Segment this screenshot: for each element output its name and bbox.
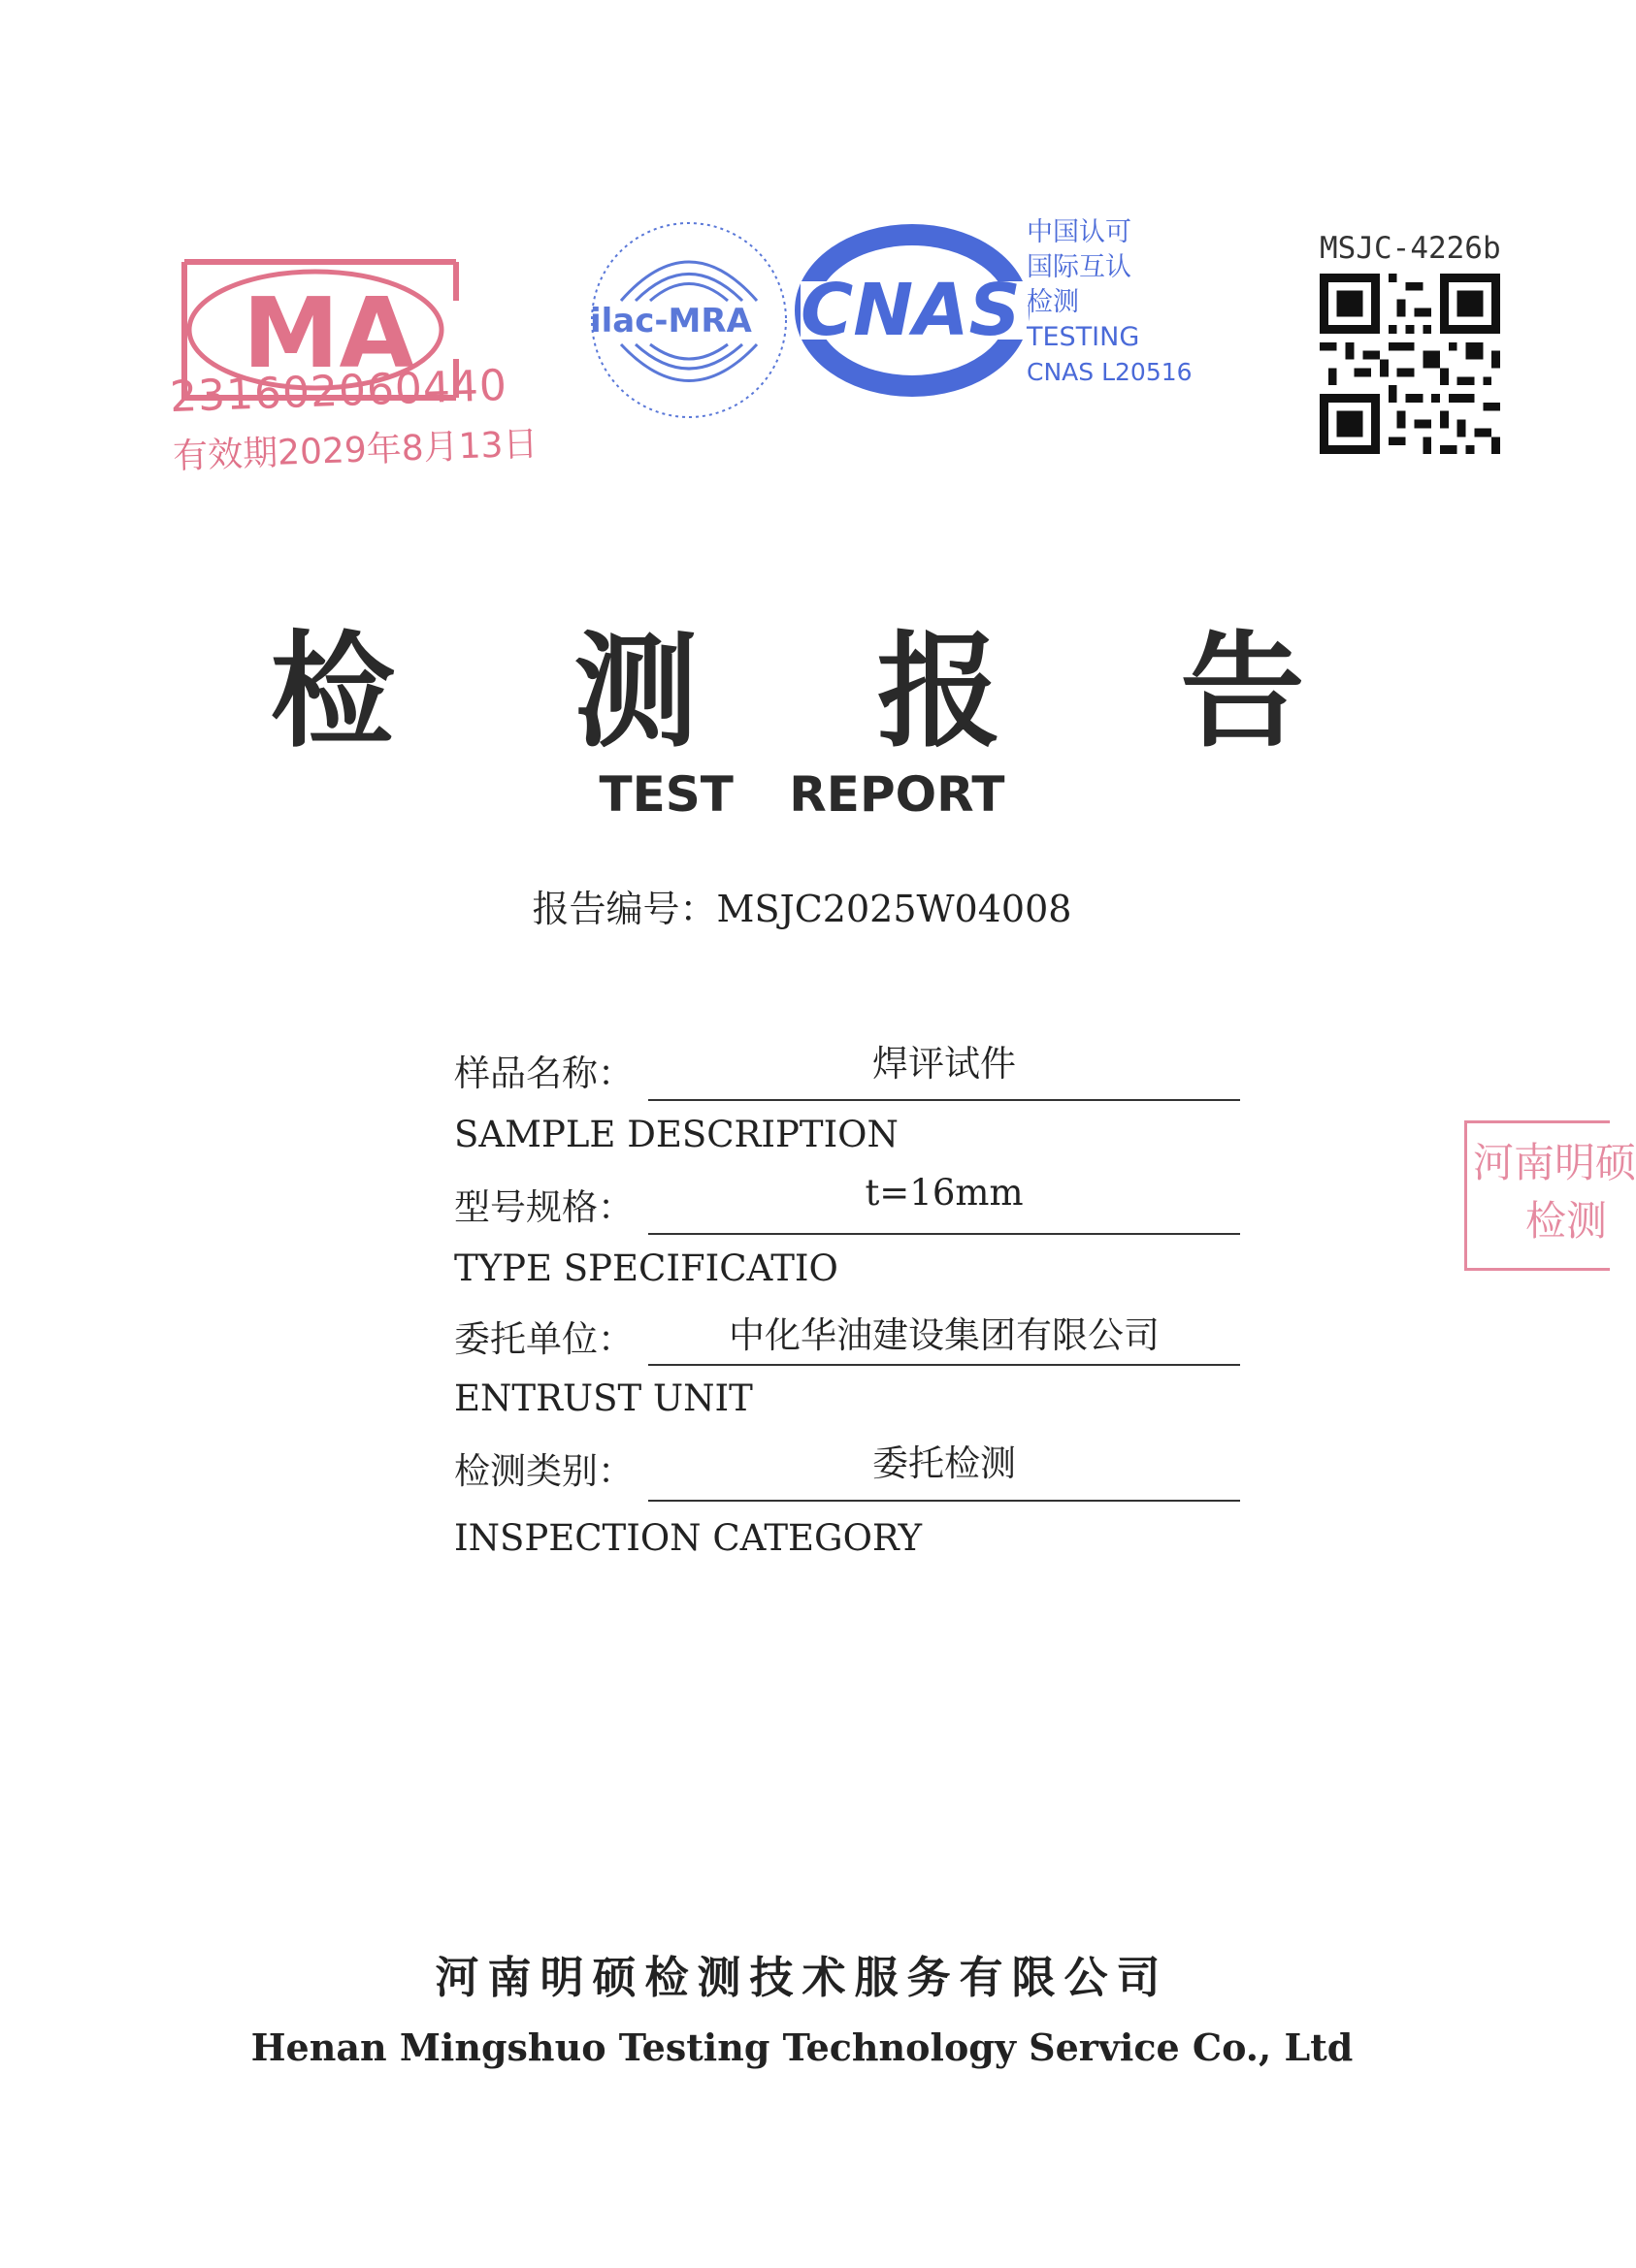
cnas-text-block (1027, 215, 1193, 390)
field-underline (648, 1099, 1240, 1101)
inspection-category-label-en: INSPECTION CATEGORY (454, 1517, 923, 1559)
field-underline (648, 1364, 1240, 1366)
company-name-cn: 河南明硕检测技术服务有限公司 (435, 1952, 1169, 2003)
cnas-line-4: TESTING (1027, 322, 1140, 352)
ilac-mra-logo (582, 213, 796, 427)
cnas-line-5: CNAS L20516 (1027, 358, 1193, 386)
sample-description-value: 焊评试件 (872, 1043, 1016, 1085)
inspection-category-label: 检测类别： (454, 1450, 634, 1492)
field-underline (648, 1500, 1240, 1502)
ilac-logo-text: ilac-MRA (590, 302, 752, 340)
type-specification-label: 型号规格： (454, 1186, 634, 1228)
entrust-unit-value: 中化华油建设集团有限公司 (729, 1314, 1160, 1356)
report-title-en: TEST REPORT (599, 766, 1005, 823)
entrust-unit-label: 委托单位： (454, 1318, 634, 1360)
inspection-category-value: 委托检测 (872, 1442, 1016, 1484)
cma-validity: 有效期2029年8月13日 (172, 424, 540, 477)
cma-logo-text: MA (243, 276, 414, 390)
cnas-logo (801, 223, 1029, 398)
seal-line-2: 检测 (1525, 1197, 1608, 1245)
sample-description-label: 样品名称： (454, 1053, 634, 1094)
company-seal-stamp (1464, 1120, 1636, 1271)
company-name-en: Henan Mingshuo Testing Technology Service Co., Ltd (250, 2025, 1354, 2069)
sample-description-label-en: SAMPLE DESCRIPTION (454, 1114, 899, 1155)
qr-code-label: MSJC-4226b (1320, 231, 1501, 266)
cnas-line-3: 检测 (1027, 287, 1079, 317)
entrust-unit-label-en: ENTRUST UNIT (454, 1377, 753, 1419)
type-specification-value: t=16mm (865, 1172, 1024, 1214)
cnas-line-1: 中国认可 (1027, 217, 1131, 247)
cma-number: 231602060440 (169, 360, 508, 423)
field-underline (648, 1233, 1240, 1235)
type-specification-label-en: TYPE SPECIFICATIO (454, 1247, 838, 1289)
seal-line-1: 河南明硕 (1473, 1139, 1636, 1186)
cnas-logo-text: CNAS (801, 269, 1021, 352)
qr-code-icon (1320, 274, 1500, 454)
report-number: 报告编号：MSJC2025W04008 (532, 888, 1072, 930)
report-title-cn: 检 测 报 告 (270, 619, 1373, 764)
cnas-line-2: 国际互认 (1027, 252, 1131, 282)
